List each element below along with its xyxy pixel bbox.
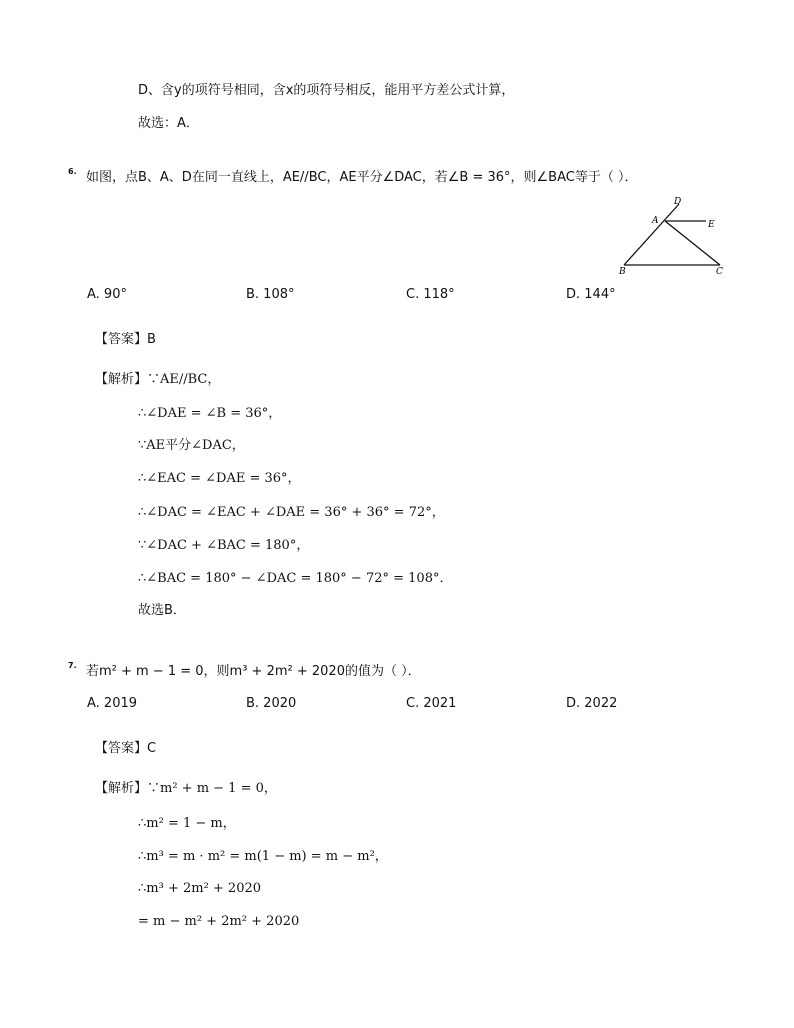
option-b: B. 108° xyxy=(246,287,295,302)
line-bd xyxy=(624,204,679,265)
option-d: D. 144° xyxy=(566,287,616,302)
analysis-step: 【解析】∵AE//BC， xyxy=(95,372,221,387)
question-number: 7. xyxy=(68,661,77,670)
question-stem: 若m² + m − 1 = 0，则m³ + 2m² + 2020的值为（ ）． xyxy=(86,664,421,679)
answer: 【答案】B xyxy=(95,332,156,347)
option-b: B. 2020 xyxy=(246,696,297,711)
question-number: 6. xyxy=(68,167,77,176)
analysis-step: ∴m² = 1 − m， xyxy=(138,816,236,831)
analysis-step: ∴∠DAE = ∠B = 36°， xyxy=(138,406,282,421)
choice-conclusion: 故选B． xyxy=(138,603,186,618)
label-c: C xyxy=(716,267,723,277)
analysis-step: ∴m³ + 2m² + 2020 xyxy=(138,881,262,896)
option-d: D. 2022 xyxy=(566,696,618,711)
question-stem: 如图，点B、A、D在同一直线上，AE//BC，AE平分∠DAC，若∠B = 36°，则∠BAC等于（ ）． xyxy=(86,170,638,185)
option-a: A. 2019 xyxy=(87,696,138,711)
analysis-step: = m − m² + 2m² + 2020 xyxy=(138,914,300,929)
label-b: B xyxy=(619,267,626,277)
label-d: D xyxy=(674,197,682,207)
analysis-step: ∴m³ = m · m² = m(1 − m) = m − m²， xyxy=(138,849,388,864)
option-c: C. 118° xyxy=(406,287,455,302)
geometry-figure xyxy=(612,196,732,280)
choice-conclusion: 故选：A． xyxy=(138,116,199,131)
option-c: C. 2021 xyxy=(406,696,457,711)
answer: 【答案】C xyxy=(95,741,157,756)
analysis-step: ∴∠DAC = ∠EAC + ∠DAE = 36° + 36° = 72°， xyxy=(138,505,445,520)
analysis-step: ∵∠DAC + ∠BAC = 180°， xyxy=(138,538,310,553)
analysis-step: ∴∠BAC = 180° − ∠DAC = 180° − 72° = 108°． xyxy=(138,571,453,586)
analysis-step: ∵AE平分∠DAC， xyxy=(138,438,245,453)
label-e: E xyxy=(708,220,715,230)
option-d-explanation: D、含y的项符号相同，含x的项符号相反，能用平方差公式计算， xyxy=(138,83,515,98)
analysis-step: 【解析】∵m² + m − 1 = 0， xyxy=(95,781,277,796)
label-a: A xyxy=(652,216,659,226)
option-a: A. 90° xyxy=(87,287,127,302)
analysis-step: ∴∠EAC = ∠DAE = 36°， xyxy=(138,471,301,486)
